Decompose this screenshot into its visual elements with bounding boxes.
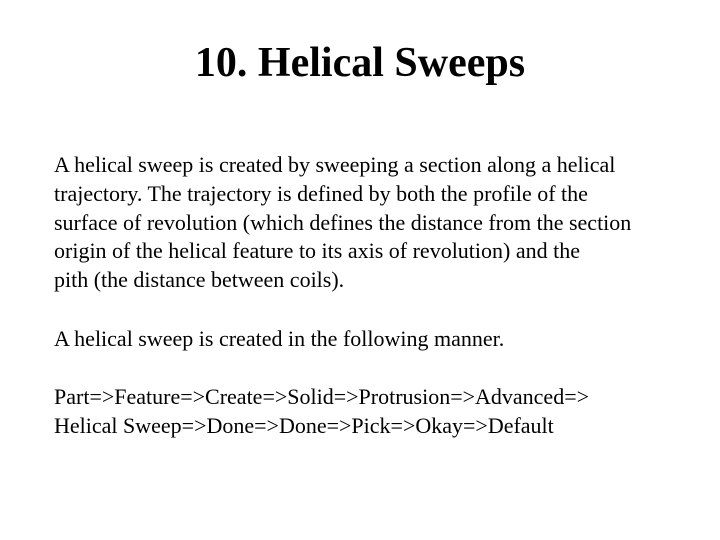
paragraph-line: origin of the helical feature to its axis of revolution) and the	[54, 238, 581, 264]
paragraph-line: surface of revolution (which defines the distance from the section	[54, 209, 632, 235]
paragraph-line: pith (the distance between coils).	[54, 267, 345, 293]
paragraph-manner: A helical sweep is created in the following manner.	[54, 326, 505, 351]
paragraph-description	[54, 151, 704, 295]
menu-path-line: Part=>Feature=>Create=>Solid=>Protrusion=>Advanced=>	[54, 384, 590, 409]
menu-path	[54, 382, 589, 440]
slide-title: 10. Helical Sweeps	[194, 40, 526, 86]
paragraph-line: trajectory. The trajectory is defined by both the profile of the	[54, 180, 588, 206]
menu-path-line: Helical Sweep=>Done=>Done=>Pick=>Okay=>Default	[54, 413, 554, 438]
paragraph-line: A helical sweep is created by sweeping a section along a helical	[54, 152, 616, 177]
